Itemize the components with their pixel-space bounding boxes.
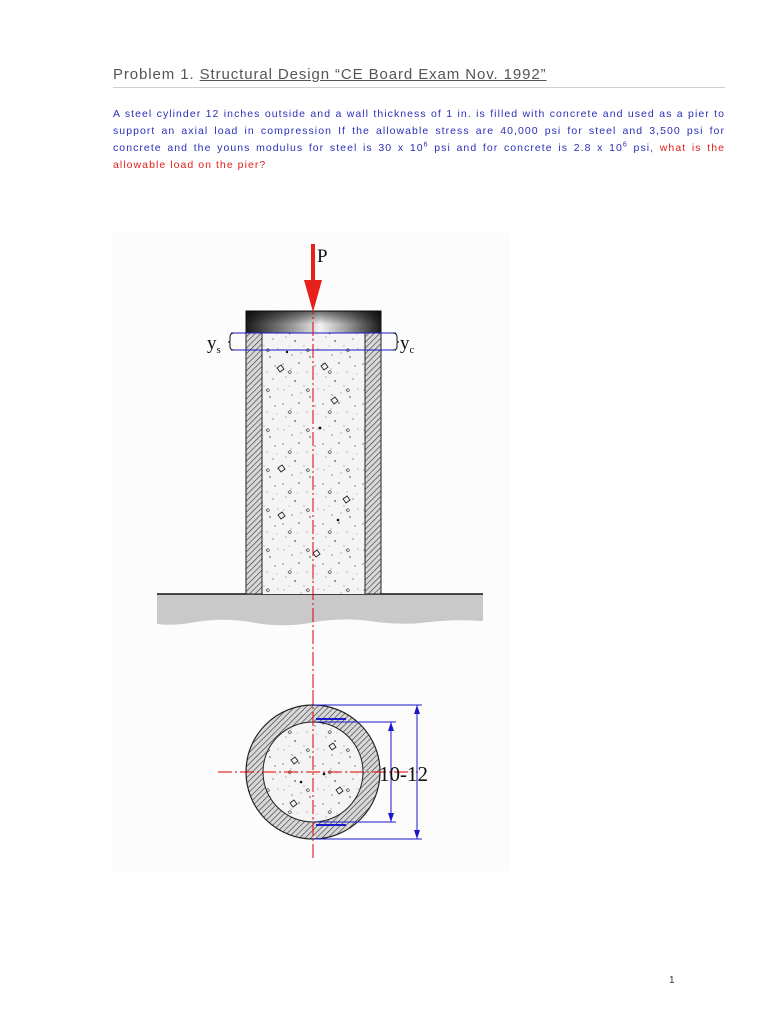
problem-question: what is the allowable load on the pier? — [113, 142, 725, 171]
exponent-concrete: 6 — [622, 141, 628, 149]
steel-wall-right — [365, 333, 381, 594]
steel-wall-left — [246, 333, 262, 594]
ys-label-sub: s — [216, 344, 221, 356]
ys-label-base: y — [207, 333, 217, 354]
statement-part-3: psi, — [627, 142, 660, 154]
statement-part-2: psi and for concrete is 2.8 x 10 — [428, 142, 623, 154]
statement-part-1: A steel cylinder 12 inches outside and a wall thickness of 1 in. is filled with concrete and used as a pier to support an axial load in compression If the allowable stress are 40,000 psi for steel and 3,500 psi for concrete and the youns modulus for steel is 30 x 10 — [113, 108, 725, 154]
yc-label-sub: c — [409, 344, 415, 356]
ground-support — [157, 594, 483, 625]
page-number: 1 — [669, 975, 675, 986]
problem-title: Structural Design “CE Board Exam Nov. 1992” — [199, 66, 547, 83]
problem-number: Problem 1. — [113, 66, 195, 83]
diameter-dimension-label: 10-12 — [379, 762, 428, 786]
exponent-steel: 6 — [423, 141, 429, 149]
yc-label-base: y — [400, 333, 410, 354]
load-label: P — [317, 246, 328, 267]
